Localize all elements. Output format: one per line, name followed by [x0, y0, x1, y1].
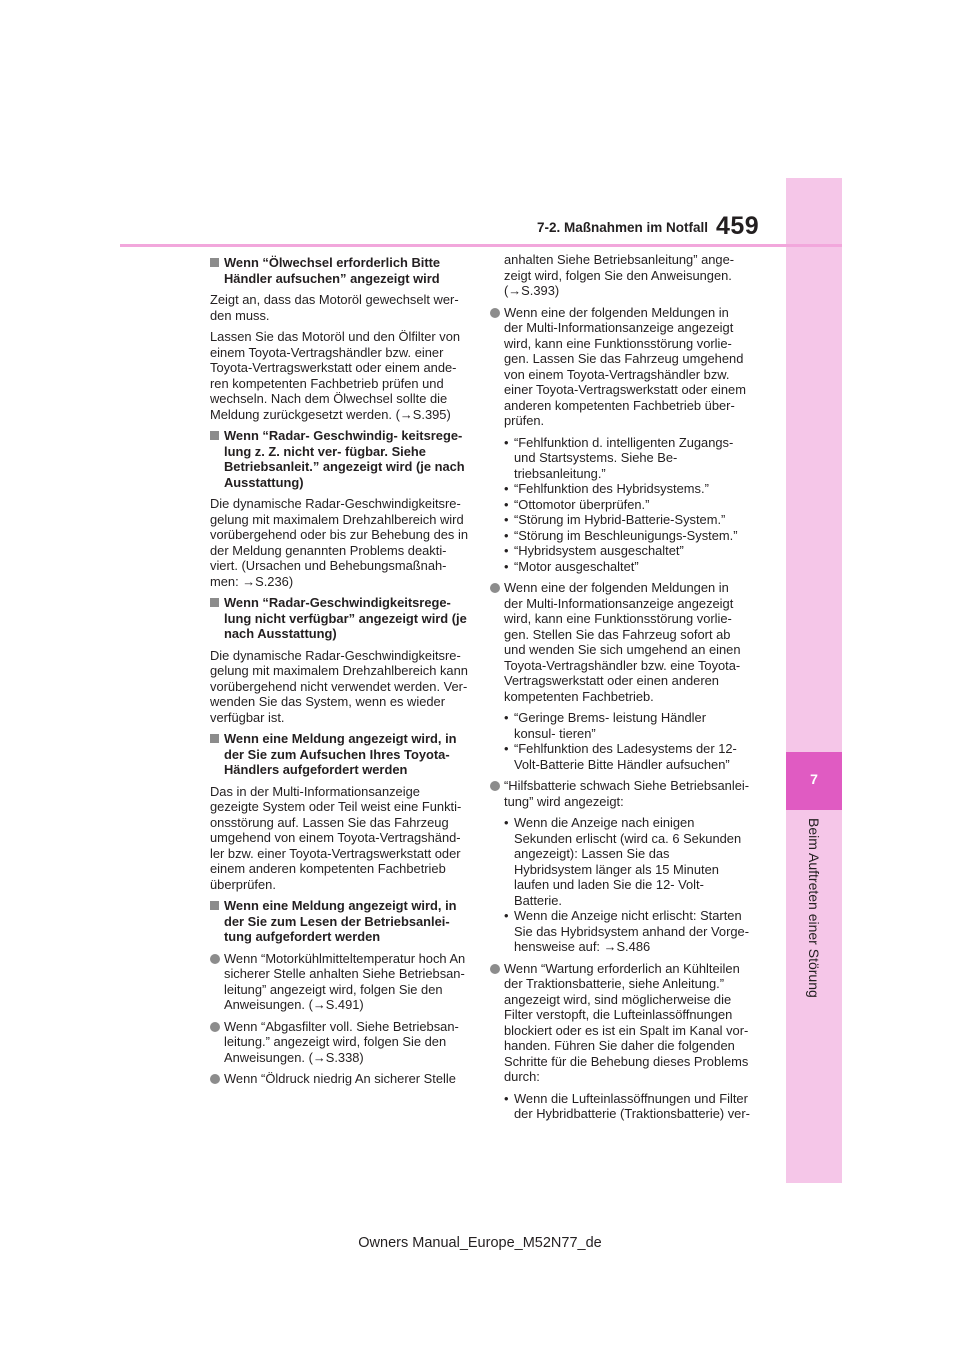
list-item: • “Fehlfunktion d. intelligenten Zugangs- und Startsystems. Siehe Be- triebsanleitung.”: [504, 435, 750, 482]
circle-item-text: Wenn “Wartung erforderlich an Kühlteilen der Traktionsbatterie, siehe Anleitung.” angezeigt wird, sind möglicherweise die Filter verstopft, die Lufteinlassöffnungen blockiert oder es ist ein Spalt im Kanal vor- handen. Führen Sie daher die folgenden Schritte für die Behebung dieses Problems durch:: [504, 960, 749, 1084]
circle-bullet-icon: [490, 583, 500, 593]
list-item: • “Störung im Beschleunigungs-System.”: [504, 528, 750, 544]
chapter-number: 7: [810, 771, 818, 787]
message-list: [504, 710, 750, 772]
section-heading: [210, 898, 470, 945]
heading-text: Wenn eine Meldung angezeigt wird, in der Sie zum Lesen der Betriebsanlei- tung aufgefordert werden: [224, 898, 457, 944]
list-item: • “Hybridsystem ausgeschaltet”: [504, 543, 750, 559]
circle-item: [210, 1071, 470, 1087]
circle-item: [490, 961, 750, 1085]
square-bullet-icon: [210, 598, 219, 607]
paragraph: Die dynamische Radar-Geschwindigkeitsre- gelung mit maximalem Drehzahlbereich wird vorübergehend oder bis zur Behebung des in der Meldung genannten Problems deakti- viert. (Ursachen und Behebungsmaßnah- men: →S.236): [210, 496, 468, 589]
heading-text: Wenn “Radar- Geschwindig- keitsrege- lung z. Z. nicht ver- fügbar. Siehe Betriebsanleit.” angezeigt wird (je nach Ausstattung): [224, 428, 465, 490]
square-bullet-icon: [210, 901, 219, 910]
paragraph: Zeigt an, dass das Motoröl gewechselt wer- den muss.: [210, 292, 459, 323]
paragraph: Die dynamische Radar-Geschwindigkeitsre- gelung mit maximalem Drehzahlbereich kann vorübergehend nicht verwendet werden. Ver- wenden Sie das System, wenn es wieder verfügbar ist.: [210, 647, 468, 725]
chapter-title: Beim Auftreten einer Störung: [806, 818, 822, 998]
list-item: • “Ottomotor überprüfen.”: [504, 497, 750, 513]
square-bullet-icon: [210, 431, 219, 440]
circle-item: [490, 580, 750, 704]
message-list: [504, 435, 750, 575]
circle-bullet-icon: [210, 1022, 220, 1032]
header-divider: [120, 244, 842, 247]
section-heading: [210, 255, 470, 286]
circle-bullet-icon: [210, 954, 220, 964]
list-item: • Wenn die Lufteinlassöffnungen und Filter der Hybridbatterie (Traktionsbatterie) ver-: [504, 1091, 750, 1122]
circle-item-text: Wenn “Motorkühlmitteltemperatur hoch An sicherer Stelle anhalten Siehe Betriebsan- leitung” angezeigt wird, folgen Sie den Anweisungen. (→S.491): [224, 950, 466, 1012]
circle-item-text: Wenn “Öldruck niedrig An sicherer Stelle: [224, 1071, 456, 1086]
heading-text: Wenn “Ölwechsel erforderlich Bitte Händler aufsuchen” angezeigt wird: [224, 255, 441, 286]
list-item: • Wenn die Anzeige nicht erlischt: Starten Sie das Hybridsystem anhand der Vorge- hensweise auf: →S.486: [504, 908, 750, 955]
circle-item-text: Wenn eine der folgenden Meldungen in der Multi-Informationsanzeige angezeigt wird, kann eine Funktionsstörung vorlie- gen. Stellen Sie das Fahrzeug sofort ab und wenden Sie sich umgehend an einen Toyota-Vertragshändler bzw. eine Toyota- Vertragswerkstatt oder einen anderen kompetenten Fachbetrieb.: [504, 580, 741, 704]
circle-item: [490, 778, 750, 809]
circle-item: [210, 1019, 470, 1066]
page-number: 459: [716, 212, 760, 240]
message-list: [504, 815, 750, 955]
message-list: [504, 1091, 750, 1122]
paragraph: Lassen Sie das Motoröl und den Ölfilter von einem Toyota-Vertragshändler bzw. einer Toyota-Vertragswerkstatt oder einem ande- ren kompetenten Fachbetrieb prüfen und wechseln. Nach dem Ölwechsel sollte die Meldung zurückgesetzt werden. (→S.395): [210, 329, 461, 422]
section-heading: [210, 428, 470, 490]
square-bullet-icon: [210, 734, 219, 743]
left-column: [210, 252, 470, 1093]
circle-item-text: Wenn “Abgasfilter voll. Siehe Betriebsan- leitung.” angezeigt wird, folgen Sie den Anweisungen. (→S.338): [224, 1018, 459, 1065]
circle-bullet-icon: [490, 964, 500, 974]
section-title: 7-2. Maßnahmen im Notfall: [536, 220, 708, 235]
list-item: • “Geringe Brems- leistung Händler konsul- tieren”: [504, 710, 750, 741]
section-heading: [210, 595, 470, 642]
paragraph: Das in der Multi-Informationsanzeige gezeigte System oder Teil weist eine Funkti- onsstörung auf. Lassen Sie das Fahrzeug umgehend von einem Toyota-Vertragshänd- ler bzw. einer Toyota-Vertragswerkstatt oder einem anderen kompetenten Fachbetrieb überprüfen.: [210, 783, 462, 892]
footer-manual-id: Owners Manual_Europe_M52N77_de: [358, 1235, 602, 1251]
circle-bullet-icon: [490, 308, 500, 318]
list-item: • “Motor ausgeschaltet”: [504, 559, 750, 575]
heading-text: Wenn eine Meldung angezeigt wird, in der Sie zum Aufsuchen Ihres Toyota- Händlers aufgefordert werden: [224, 731, 457, 777]
right-column: [490, 252, 750, 1128]
circle-item: [490, 305, 750, 429]
heading-text: Wenn “Radar-Geschwindigkeitsrege- lung nicht verfügbar” angezeigt wird (je nach Ausstattung): [224, 595, 467, 641]
circle-item: [210, 951, 470, 1013]
chapter-thumb-tab: [786, 178, 842, 1183]
circle-bullet-icon: [210, 1074, 220, 1084]
list-item: • “Fehlfunktion des Ladesystems der 12- Volt-Batterie Bitte Händler aufsuchen”: [504, 741, 750, 772]
circle-bullet-icon: [490, 781, 500, 791]
square-bullet-icon: [210, 258, 219, 267]
circle-item-text: Wenn eine der folgenden Meldungen in der Multi-Informationsanzeige angezeigt wird, kann eine Funktionsstörung vorlie- gen. Lassen Sie das Fahrzeug umgehend von einem Toyota-Vertragshändler bzw. einer Toyota-Vertragswerkstatt oder einem anderen kompetenten Fachbetrieb über- prüfen.: [504, 304, 746, 428]
circle-item-text: “Hilfsbatterie schwach Siehe Betriebsanlei- tung” wird angezeigt:: [504, 778, 750, 809]
list-item: • Wenn die Anzeige nach einigen Sekunden erlischt (wird ca. 6 Sekunden angezeigt): Lassen Sie das Hybridsystem länger als 15 Minuten laufen und laden Sie die 12- Volt-Batterie.: [504, 815, 750, 908]
section-heading: [210, 731, 470, 778]
continued-paragraph: anhalten Siehe Betriebsanleitung” ange- zeigt wird, folgen Sie den Anweisungen. (→S.393): [504, 252, 735, 298]
list-item: • “Fehlfunktion des Hybridsystems.”: [504, 481, 750, 497]
list-item: • “Störung im Hybrid-Batterie-System.”: [504, 512, 750, 528]
